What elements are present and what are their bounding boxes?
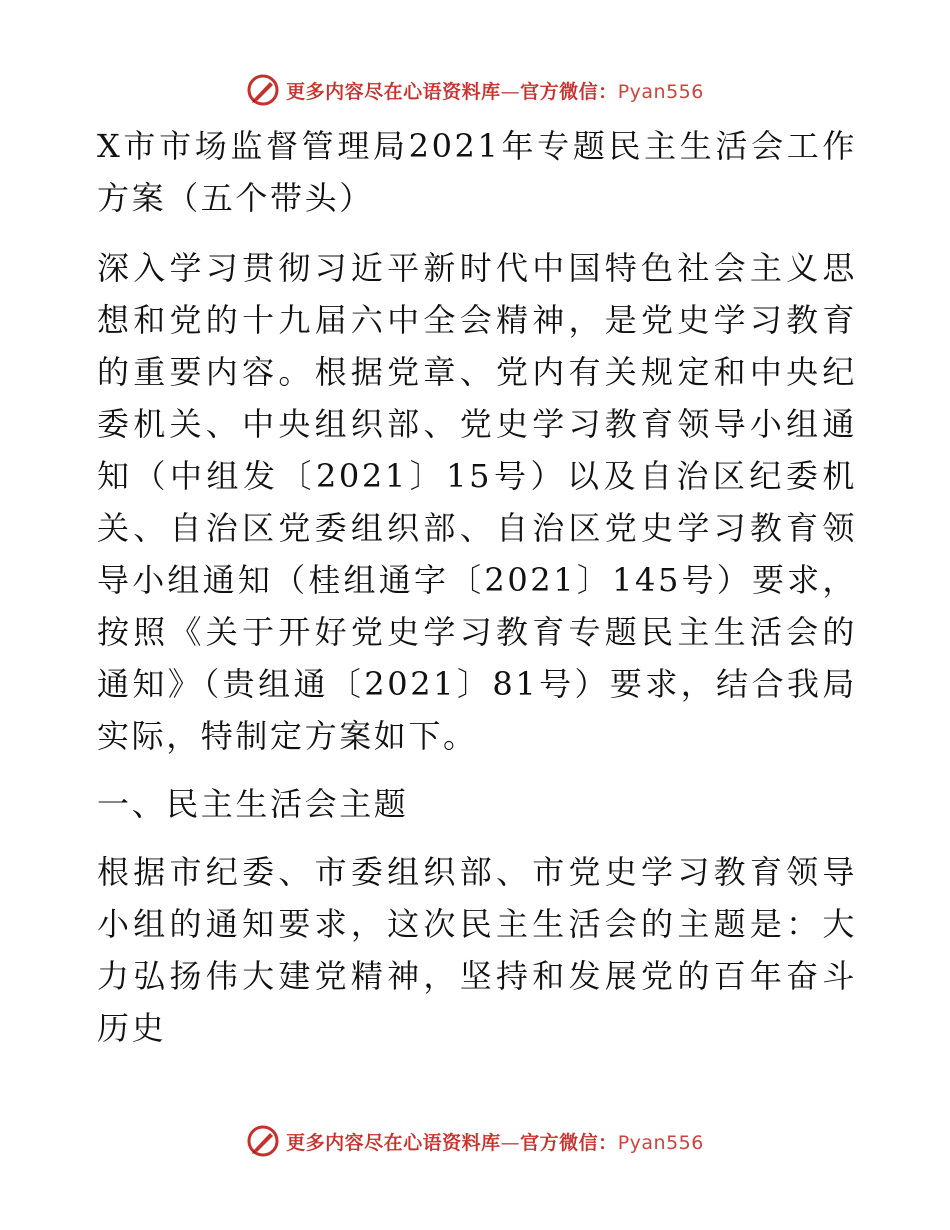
section-paragraph-theme: 根据市纪委、市委组织部、市党史学习教育领导小组的通知要求，这次民主生活会的主题是：大力弘扬伟大建党精神，坚持和发展党的百年奋斗历史	[97, 853, 857, 1047]
watermark-text: 更多内容尽在心语资料库—官方微信：Pyan556	[286, 1131, 704, 1154]
document-title: X市市场监督管理局2021年专题民主生活会工作方案（五个带头）	[97, 127, 857, 217]
watermark-banner-top	[0, 70, 950, 110]
watermark-text: 更多内容尽在心语资料库—官方微信：Pyan556	[286, 80, 704, 103]
intro-paragraph: 深入学习贯彻习近平新时代中国特色社会主义思想和党的十九届六中全会精神，是党史学习教育的重要内容。根据党章、党内有关规定和中央纪委机关、中央组织部、党史学习教育领导小组通知（中组发〔2021〕15号）以及自治区纪委机关、自治区党委组织部、自治区党史学习教育领导小组通知（桂组通字〔2021〕145号）要求，按照《关于开好党史学习教育专题民主生活会的通知》（贵组通〔2021〕81号）要求，结合我局实际，特制定方案如下。	[97, 249, 857, 755]
pen-logo-icon	[246, 73, 280, 107]
watermark-banner-bottom	[0, 1121, 950, 1161]
document-body	[97, 120, 857, 1054]
pen-logo-icon	[246, 1124, 280, 1158]
section-heading-theme: 一、民主生活会主题	[97, 785, 409, 823]
